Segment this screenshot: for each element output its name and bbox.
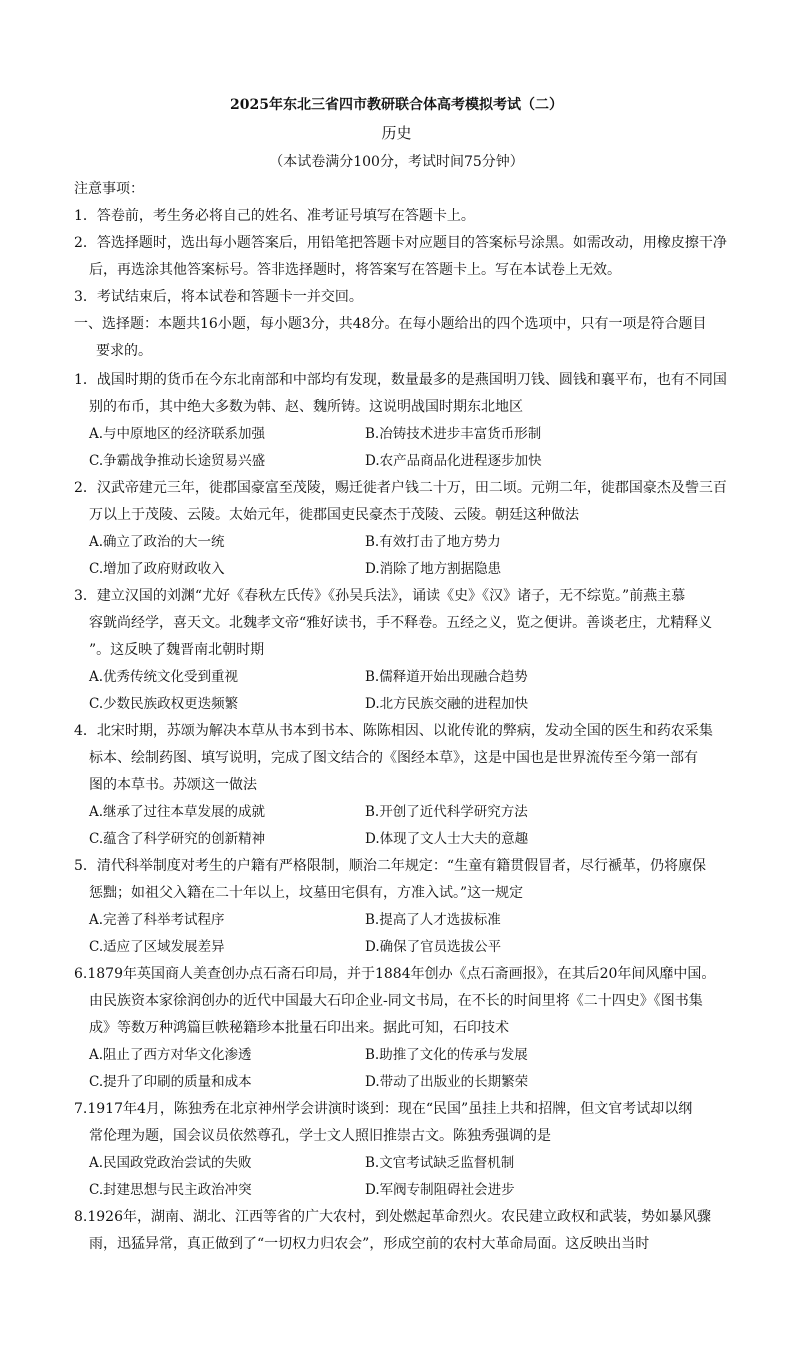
question-6-option-c: C.提升了印刷的质量和成本 [89, 1074, 252, 1090]
question-2-stem: 万以上于茂陵、云陵。太始元年，徙郡国吏民豪杰于茂陵、云陵。朝廷这种做法 [89, 507, 579, 523]
note-item: 2．答选择题时，选出每小题答案后，用铅笔把答题卡对应题目的答案标号涂黑。如需改动，用橡皮擦干净 [74, 235, 727, 251]
question-3-option-d: D.北方民族交融的进程加快 [365, 696, 529, 712]
section-heading-cont: 要求的。 [96, 343, 152, 359]
question-5-option-d: D.确保了官员选拔公平 [365, 939, 502, 955]
question-1-stem: 1．战国时期的货币在今东北南部和中部均有发现，数量最多的是燕国明刀钱、圆钱和襄平布，也有不同国 [74, 372, 727, 388]
question-2-option-d: D.消除了地方割据隐患 [365, 561, 502, 577]
note-item: 后，再选涂其他答案标号。答非选择题时，将答案写在答题卡上。写在本试卷上无效。 [89, 262, 621, 278]
question-5-stem: 惩黜；如祖父入籍在二十年以上，坟墓田宅俱有，方准入试。”这一规定 [89, 885, 524, 901]
question-7-option-d: D.军阀专制阻碍社会进步 [365, 1182, 515, 1198]
question-6-stem: 6.1879年英国商人美查创办点石斋石印局，并于1884年创办《点石斋画报》，在其后20年间风靡中国。 [74, 966, 716, 982]
section-heading: 一、选择题：本题共16小题，每小题3分，共48分。在每小题给出的四个选项中，只有一项是符合题目 [74, 316, 707, 332]
question-3-stem: 容皝尚经学，喜天文。北魏孝文帝“雅好读书，手不释卷。五经之义，览之便讲。善谈老庄，尤精释义 [89, 615, 713, 631]
question-1-stem: 别的布币，其中绝大多数为韩、赵、魏所铸。这说明战国时期东北地区 [89, 399, 523, 415]
exam-meta: （本试卷满分100分，考试时间75分钟） [269, 154, 524, 170]
question-3-option-b: B.儒释道开始出现融合趋势 [365, 669, 528, 685]
question-6-option-b: B.助推了文化的传承与发展 [365, 1047, 528, 1063]
question-5-option-a: A.完善了科举考试程序 [89, 912, 225, 928]
question-8-stem: 8.1926年，湖南、湖北、江西等省的广大农村，到处燃起革命烈火。农民建立政权和武装，势如暴风骤 [74, 1209, 711, 1225]
question-4-stem: 4．北宋时期，苏颂为解决本草从书本到书本、陈陈相因、以讹传讹的弊病，发动全国的医生和药农采集 [74, 723, 713, 739]
question-6-stem: 由民族资本家徐润创办的近代中国最大石印企业-同文书局，在不长的时间里将《二十四史》《图书集 [89, 993, 703, 1009]
question-7-stem: 常伦理为题，国会议员依然尊孔，学士文人照旧推崇古文。陈独秀强调的是 [89, 1128, 551, 1144]
exam-title: 2025年东北三省四市教研联合体高考模拟考试（二） [230, 97, 563, 113]
question-1-option-d: D.农产品商品化进程逐步加快 [365, 453, 542, 469]
question-3-option-c: C.少数民族政权更迭频繁 [89, 696, 239, 712]
question-5-option-b: B.提高了人才选拔标准 [365, 912, 501, 928]
question-5-stem: 5．清代科举制度对考生的户籍有严格限制，顺治二年规定：“生童有籍贯假冒者，尽行褫革，仍将廪保 [74, 858, 707, 874]
question-2-option-a: A.确立了政治的大一统 [89, 534, 225, 550]
question-4-option-c: C.蕴含了科学研究的创新精神 [89, 831, 266, 847]
question-1-option-a: A.与中原地区的经济联系加强 [89, 426, 266, 442]
question-2-option-b: B.有效打击了地方势力 [365, 534, 501, 550]
question-4-option-b: B.开创了近代科学研究方法 [365, 804, 528, 820]
question-4-option-d: D.体现了文人士大夫的意趣 [365, 831, 529, 847]
question-4-stem: 标本、绘制药图、填写说明，完成了图文结合的《图经本草》，这是中国也是世界流传至今第一部有 [89, 750, 698, 766]
question-6-stem: 成》等数万种鸿篇巨帙秘籍珍本批量石印出来。据此可知，石印技术 [89, 1020, 509, 1036]
question-7-option-b: B.文官考试缺乏监督机制 [365, 1155, 515, 1171]
question-4-option-a: A.继承了过往本草发展的成就 [89, 804, 266, 820]
question-7-option-a: A.民国政党政治尝试的失败 [89, 1155, 252, 1171]
question-1-option-c: C.争霸战争推动长途贸易兴盛 [89, 453, 266, 469]
question-8-stem: 雨，迅猛异常，真正做到了“一切权力归农会”，形成空前的农村大革命局面。这反映出当时 [89, 1236, 650, 1252]
question-7-option-c: C.封建思想与民主政治冲突 [89, 1182, 252, 1198]
question-3-option-a: A.优秀传统文化受到重视 [89, 669, 239, 685]
question-3-stem: ”。这反映了魏晋南北朝时期 [89, 642, 265, 658]
note-item: 3．考试结束后，将本试卷和答题卡一并交回。 [74, 289, 363, 305]
question-2-option-c: C.增加了政府财政收入 [89, 561, 225, 577]
question-1-option-b: B.冶铸技术进步丰富货币形制 [365, 426, 542, 442]
question-2-stem: 2．汉武帝建元三年，徙郡国豪富至茂陵，赐迁徙者户钱二十万，田二顷。元朔二年，徙郡国豪杰及訾三百 [74, 480, 727, 496]
question-3-stem: 3．建立汉国的刘渊“尤好《春秋左氏传》《孙吴兵法》，诵读《史》《汉》诸子，无不综览。”前燕主慕 [74, 588, 686, 604]
notes-heading: 注意事项： [74, 181, 144, 197]
question-7-stem: 7.1917年4月，陈独秀在北京神州学会讲演时谈到：现在“民国”虽挂上共和招牌，但文官考试却以纲 [74, 1101, 693, 1117]
question-6-option-d: D.带动了出版业的长期繁荣 [365, 1074, 529, 1090]
question-6-option-a: A.阻止了西方对华文化渗透 [89, 1047, 252, 1063]
question-5-option-c: C.适应了区域发展差异 [89, 939, 225, 955]
question-4-stem: 图的本草书。苏颂这一做法 [89, 777, 257, 793]
exam-subject: 历史 [381, 124, 412, 142]
note-item: 1．答卷前，考生务必将自己的姓名、准考证号填写在答题卡上。 [74, 208, 475, 224]
